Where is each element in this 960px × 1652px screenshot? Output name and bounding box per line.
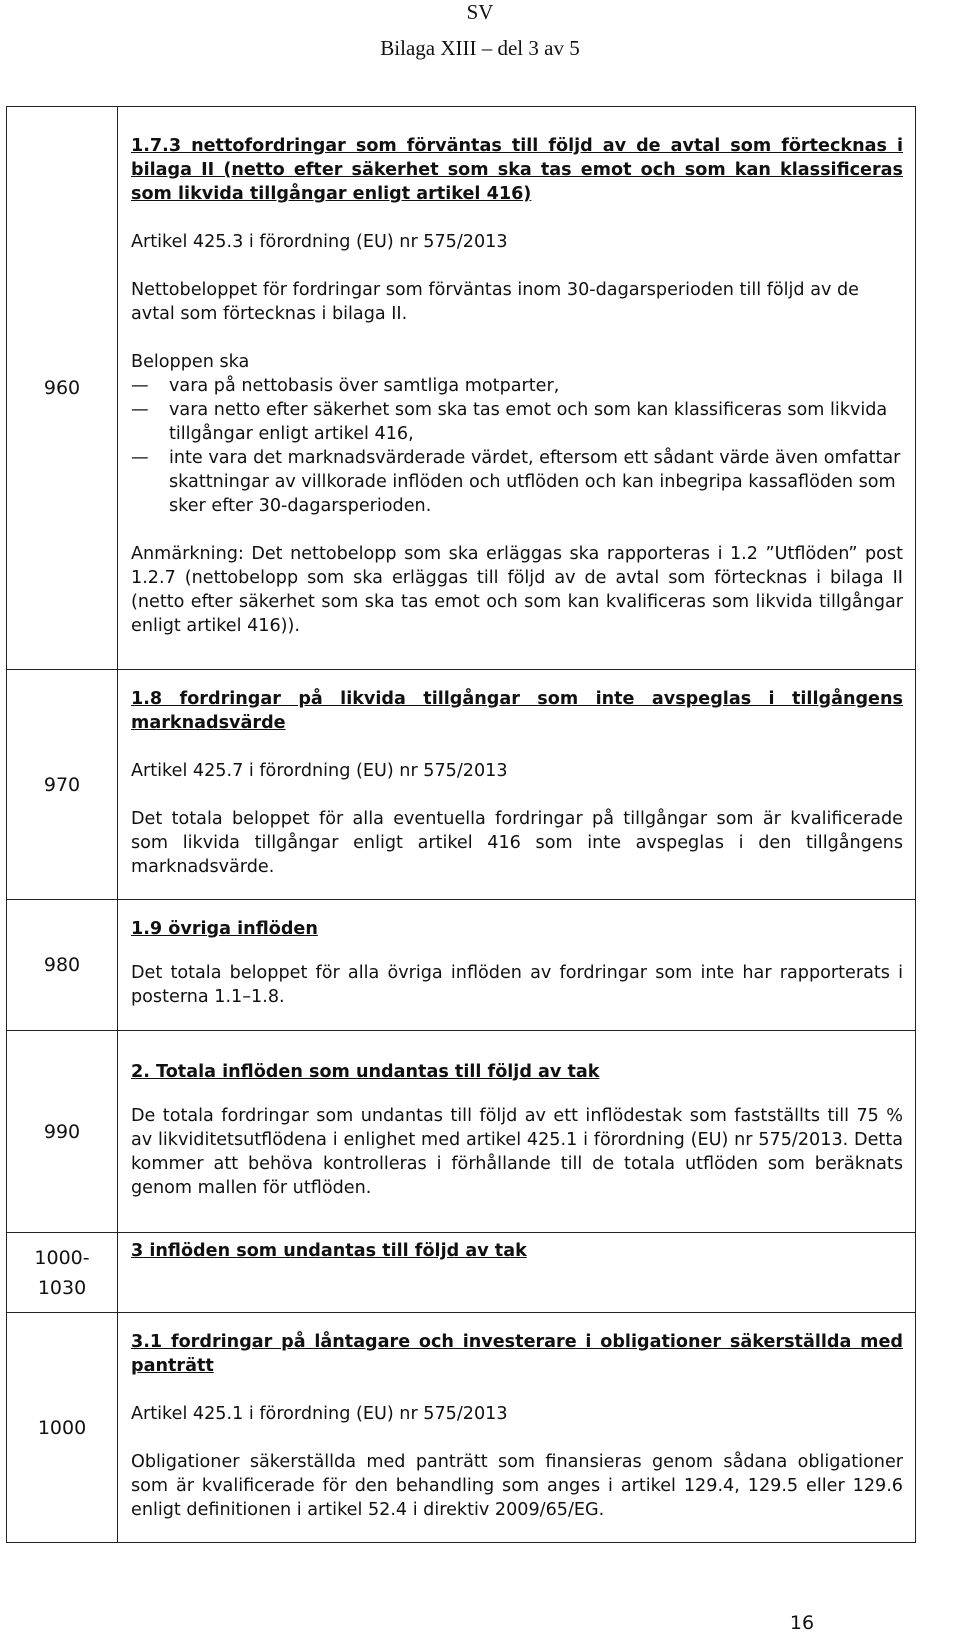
header-language: SV <box>466 0 494 24</box>
row-heading: 1.8 fordringar på likvida tillgångar som inte avspeglas i tillgångens marknadsvärde <box>131 688 903 733</box>
row-heading: 1.9 övriga inflöden <box>131 919 318 939</box>
row-code: 960 <box>7 107 118 670</box>
list-item-text: vara på nettobasis över samtliga motparter, <box>169 376 560 396</box>
list-item-text: inte vara det marknadsvärderade värdet, eftersom ett sådant värde även omfattar skattningar av villkorade inflöden och utflöden och kan inbegripa kassaflöden som sker efter 30-dagarsperioden. <box>169 448 901 516</box>
dash-icon: — <box>131 448 149 468</box>
row-description: Det totala beloppet för alla övriga inflöden av fordringar som inte har rapporterats i posterna 1.1–1.8. <box>131 963 903 1007</box>
list-item <box>131 398 903 446</box>
row-code <box>7 1233 118 1313</box>
table-row <box>7 900 916 1031</box>
row-content <box>118 1031 916 1233</box>
row-heading: 3.1 fordringar på låntagare och investerare i obligationer säkerställda med panträtt <box>131 1331 903 1376</box>
row-code-text: 1000-1030 <box>34 1246 90 1299</box>
dash-icon: — <box>131 400 149 420</box>
bullet-list <box>131 374 903 518</box>
row-content <box>118 670 916 900</box>
row-heading: 1.7.3 nettofordringar som förväntas till följd av de avtal som förtecknas i bilaga II (netto efter säkerhet som ska tas emot och som kan klassificeras som likvida tillgångar enligt artikel 416) <box>131 136 903 204</box>
row-heading: 3 inflöden som undantas till följd av tak <box>131 1241 527 1261</box>
row-code: 970 <box>7 670 118 900</box>
bullet-intro: Beloppen ska <box>131 352 250 372</box>
dash-icon: — <box>131 376 149 396</box>
row-content <box>118 1233 916 1313</box>
table-row <box>7 670 916 900</box>
row-heading: 2. Totala inflöden som undantas till följd av tak <box>131 1061 600 1082</box>
row-note: Anmärkning: Det nettobelopp som ska erläggas ska rapporteras i 1.2 ”Utflöden” post 1.2.7 (nettobelopp som ska erläggas till följd av de avtal som förtecknas i bilaga II (netto efter säkerhet som ska tas emot och som kan kvalificeras som likvida tillgångar enligt artikel 416)). <box>131 544 903 636</box>
table-row <box>7 1031 916 1233</box>
row-code: 990 <box>7 1031 118 1233</box>
table-row <box>7 1313 916 1543</box>
table-row <box>7 107 916 670</box>
page-number: 16 <box>789 1612 815 1634</box>
table-row <box>7 1233 916 1313</box>
row-content <box>118 1313 916 1543</box>
row-description: Det totala beloppet för alla eventuella fordringar på tillgångar som är kvalificerade som likvida tillgångar enligt artikel 416 som inte avspeglas i den tillgångens marknadsvärde. <box>131 808 903 877</box>
row-content <box>118 107 916 670</box>
legal-reference: Artikel 425.1 i förordning (EU) nr 575/2013 <box>131 1403 508 1424</box>
row-code: 980 <box>7 900 118 1031</box>
list-item-text: vara netto efter säkerhet som ska tas emot och som kan klassificeras som likvida tillgångar enligt artikel 416, <box>169 400 888 444</box>
row-description: Obligationer säkerställda med panträtt som finansieras genom sådana obligationer som är kvalificerade för den behandling som anges i artikel 129.4, 129.5 eller 129.6 enligt definitionen i artikel 52.4 i direktiv 2009/65/EG. <box>131 1451 903 1520</box>
row-code: 1000 <box>7 1313 118 1543</box>
row-description: De totala fordringar som undantas till följd av ett inflödestak som fastställts till 75 % av likviditetsutflödena i enlighet med artikel 425.1 i förordning (EU) nr 575/2013. Detta kommer att behöva kontrolleras i förhållande till de totala utflöden som beräknats genom mallen för utflöden. <box>131 1105 903 1198</box>
list-item <box>131 374 903 398</box>
legal-reference: Artikel 425.3 i förordning (EU) nr 575/2013 <box>131 232 508 252</box>
row-description: Nettobeloppet för fordringar som förväntas inom 30-dagarsperioden till följd av de avtal som förtecknas i bilaga II. <box>131 280 859 324</box>
header-annex: Bilaga XIII – del 3 av 5 <box>380 36 580 60</box>
list-item <box>131 446 903 518</box>
legal-reference: Artikel 425.7 i förordning (EU) nr 575/2013 <box>131 760 508 781</box>
row-content <box>118 900 916 1031</box>
instructions-table <box>6 106 916 1543</box>
